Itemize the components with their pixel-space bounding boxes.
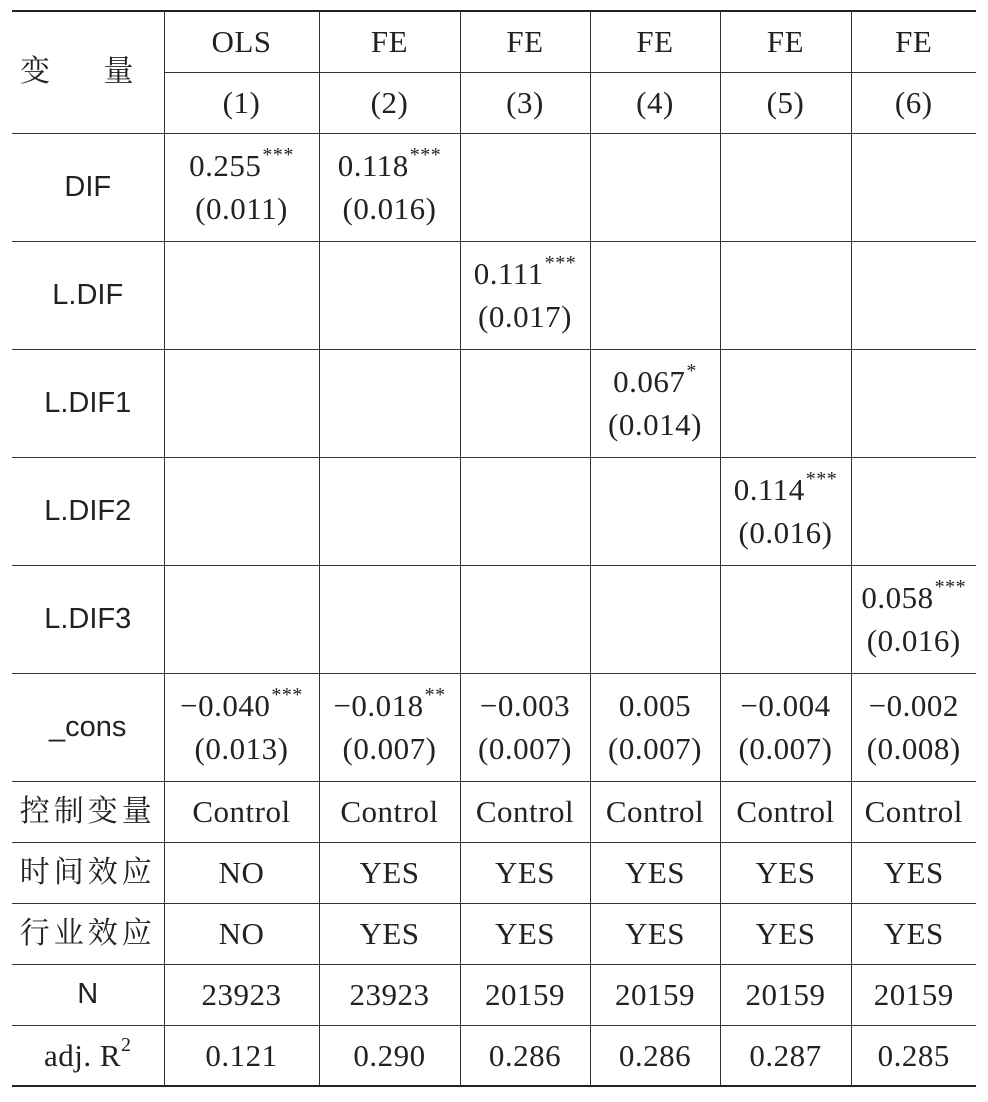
coefficient-cell xyxy=(851,241,976,349)
coefficient-line xyxy=(165,683,319,724)
adj-r2-cell: 0.287 xyxy=(720,1025,851,1086)
coefficient-cell xyxy=(851,457,976,565)
coefficient-value: −0.004 xyxy=(740,687,831,723)
coefficient-value: −0.002 xyxy=(868,687,959,723)
standard-error: (0.013) xyxy=(194,731,289,766)
info-cell: YES xyxy=(590,903,720,964)
coefficient-cell xyxy=(460,673,590,781)
coefficient-cell xyxy=(460,133,590,241)
model-header-6: FE xyxy=(851,11,976,72)
significance-stars: *** xyxy=(805,467,838,490)
coefficient-line xyxy=(721,687,851,724)
standard-error: (0.016) xyxy=(342,191,437,226)
coefficient-value: 0.255 xyxy=(189,147,262,183)
standard-error: (0.007) xyxy=(608,731,702,766)
column-number-3: (3) xyxy=(460,72,590,133)
coefficient-value: −0.040 xyxy=(180,687,271,723)
coefficient-cell xyxy=(590,457,720,565)
info-row-label: 行业效应 xyxy=(12,903,164,964)
coefficient-row xyxy=(12,673,976,781)
column-number-1: (1) xyxy=(164,72,319,133)
coefficient-line xyxy=(320,683,460,724)
info-cell: YES xyxy=(319,842,460,903)
info-cell: YES xyxy=(460,842,590,903)
adj-r2-cell: 0.290 xyxy=(319,1025,460,1086)
info-cell: Control xyxy=(720,781,851,842)
info-row-label: N xyxy=(12,964,164,1025)
coefficient-cell xyxy=(590,349,720,457)
coefficient-row xyxy=(12,133,976,241)
coefficient-line xyxy=(852,575,977,616)
standard-error: (0.016) xyxy=(738,515,833,550)
adj-r2-label-text: adj. R xyxy=(43,1037,122,1073)
info-cell: Control xyxy=(164,781,319,842)
coefficient-cell xyxy=(319,565,460,673)
variable-label: L.DIF3 xyxy=(12,565,164,673)
coefficient-cell xyxy=(319,349,460,457)
adj-r2-cell: 0.286 xyxy=(460,1025,590,1086)
standard-error: (0.016) xyxy=(866,623,961,658)
significance-stars: *** xyxy=(544,251,577,274)
significance-stars: *** xyxy=(262,143,294,166)
coefficient-value: −0.018 xyxy=(333,687,424,723)
coefficient-row xyxy=(12,241,976,349)
coefficient-cell xyxy=(460,241,590,349)
coefficient-cell xyxy=(460,349,590,457)
standard-error: (0.017) xyxy=(478,299,572,334)
coefficient-value: 0.114 xyxy=(733,471,805,507)
coefficient-line xyxy=(591,687,720,724)
info-cell: 20159 xyxy=(460,964,590,1025)
coefficient-value: 0.118 xyxy=(337,147,409,183)
coefficient-cell xyxy=(851,133,976,241)
adj-r2-superscript: 2 xyxy=(121,1033,132,1056)
info-cell: Control xyxy=(851,781,976,842)
coefficient-cell xyxy=(590,565,720,673)
coefficient-row xyxy=(12,457,976,565)
coefficient-cell xyxy=(720,349,851,457)
coefficient-cell xyxy=(851,673,976,781)
variable-label: L.DIF1 xyxy=(12,349,164,457)
info-cell: YES xyxy=(460,903,590,964)
info-cell: YES xyxy=(590,842,720,903)
variable-label: L.DIF xyxy=(12,241,164,349)
coefficient-cell xyxy=(164,673,319,781)
coefficient-value: −0.003 xyxy=(479,687,571,723)
info-cell: Control xyxy=(590,781,720,842)
model-header-3: FE xyxy=(460,11,590,72)
coefficient-cell xyxy=(164,133,319,241)
coefficient-cell xyxy=(720,241,851,349)
column-number-5: (5) xyxy=(720,72,851,133)
coefficient-cell xyxy=(164,565,319,673)
coefficient-cell xyxy=(319,241,460,349)
column-number-2: (2) xyxy=(319,72,460,133)
regression-table xyxy=(12,10,976,1087)
info-cell: YES xyxy=(319,903,460,964)
adj-r2-label xyxy=(12,1025,164,1086)
coefficient-line xyxy=(591,359,720,400)
significance-stars: * xyxy=(686,359,697,382)
column-number-6: (6) xyxy=(851,72,976,133)
info-row-label: 控制变量 xyxy=(12,781,164,842)
coefficient-line xyxy=(852,687,977,724)
info-cell: 20159 xyxy=(851,964,976,1025)
coefficient-cell xyxy=(460,565,590,673)
coefficient-cell xyxy=(590,673,720,781)
coefficient-line xyxy=(461,687,590,724)
coefficient-cell xyxy=(851,349,976,457)
coefficient-cell xyxy=(720,565,851,673)
coefficient-cell xyxy=(460,457,590,565)
model-header-2: FE xyxy=(319,11,460,72)
coefficient-cell xyxy=(851,565,976,673)
variable-label: _cons xyxy=(12,673,164,781)
info-row xyxy=(12,903,976,964)
coefficient-line xyxy=(721,467,851,508)
standard-error: (0.014) xyxy=(608,407,702,442)
variable-label: DIF xyxy=(12,133,164,241)
adj-r2-cell: 0.285 xyxy=(851,1025,976,1086)
header-model-row xyxy=(12,11,976,72)
info-cell: NO xyxy=(164,842,319,903)
coefficient-cell xyxy=(720,457,851,565)
adj-r2-cell: 0.121 xyxy=(164,1025,319,1086)
standard-error: (0.008) xyxy=(866,731,961,766)
model-header-4: FE xyxy=(590,11,720,72)
info-cell: YES xyxy=(851,842,976,903)
info-cell: NO xyxy=(164,903,319,964)
significance-stars: *** xyxy=(409,143,442,166)
coefficient-cell xyxy=(164,457,319,565)
info-row xyxy=(12,842,976,903)
standard-error: (0.007) xyxy=(342,731,437,766)
info-cell: Control xyxy=(460,781,590,842)
model-header-1: OLS xyxy=(164,11,319,72)
coefficient-cell xyxy=(590,241,720,349)
coefficient-cell xyxy=(164,349,319,457)
variable-label: L.DIF2 xyxy=(12,457,164,565)
coefficient-cell xyxy=(720,133,851,241)
coefficient-line xyxy=(320,143,460,184)
info-cell: 23923 xyxy=(319,964,460,1025)
info-cell: YES xyxy=(720,842,851,903)
info-cell: 20159 xyxy=(720,964,851,1025)
info-cell: 23923 xyxy=(164,964,319,1025)
coefficient-cell xyxy=(319,133,460,241)
standard-error: (0.007) xyxy=(738,731,833,766)
info-row xyxy=(12,964,976,1025)
coefficient-cell xyxy=(319,673,460,781)
info-cell: 20159 xyxy=(590,964,720,1025)
coefficient-value: 0.058 xyxy=(861,579,934,615)
info-cell: Control xyxy=(319,781,460,842)
info-row xyxy=(12,781,976,842)
coefficient-line xyxy=(165,143,319,184)
coefficient-row xyxy=(12,565,976,673)
coefficient-row xyxy=(12,349,976,457)
coefficient-cell xyxy=(590,133,720,241)
coefficient-cell xyxy=(720,673,851,781)
coefficient-value: 0.111 xyxy=(473,255,544,291)
standard-error: (0.011) xyxy=(195,191,288,226)
significance-stars: *** xyxy=(934,575,967,598)
model-header-5: FE xyxy=(720,11,851,72)
coefficient-cell xyxy=(164,241,319,349)
coefficient-cell xyxy=(319,457,460,565)
adj-r2-cell: 0.286 xyxy=(590,1025,720,1086)
variable-header: 变 量 xyxy=(12,11,164,133)
info-cell: YES xyxy=(851,903,976,964)
coefficient-value: 0.005 xyxy=(618,687,692,723)
info-cell: YES xyxy=(720,903,851,964)
adj-r2-row xyxy=(12,1025,976,1086)
significance-stars: *** xyxy=(271,683,303,706)
info-row-label: 时间效应 xyxy=(12,842,164,903)
standard-error: (0.007) xyxy=(478,731,572,766)
significance-stars: ** xyxy=(424,683,446,706)
column-number-4: (4) xyxy=(590,72,720,133)
coefficient-value: 0.067 xyxy=(613,363,686,399)
coefficient-line xyxy=(461,251,590,292)
